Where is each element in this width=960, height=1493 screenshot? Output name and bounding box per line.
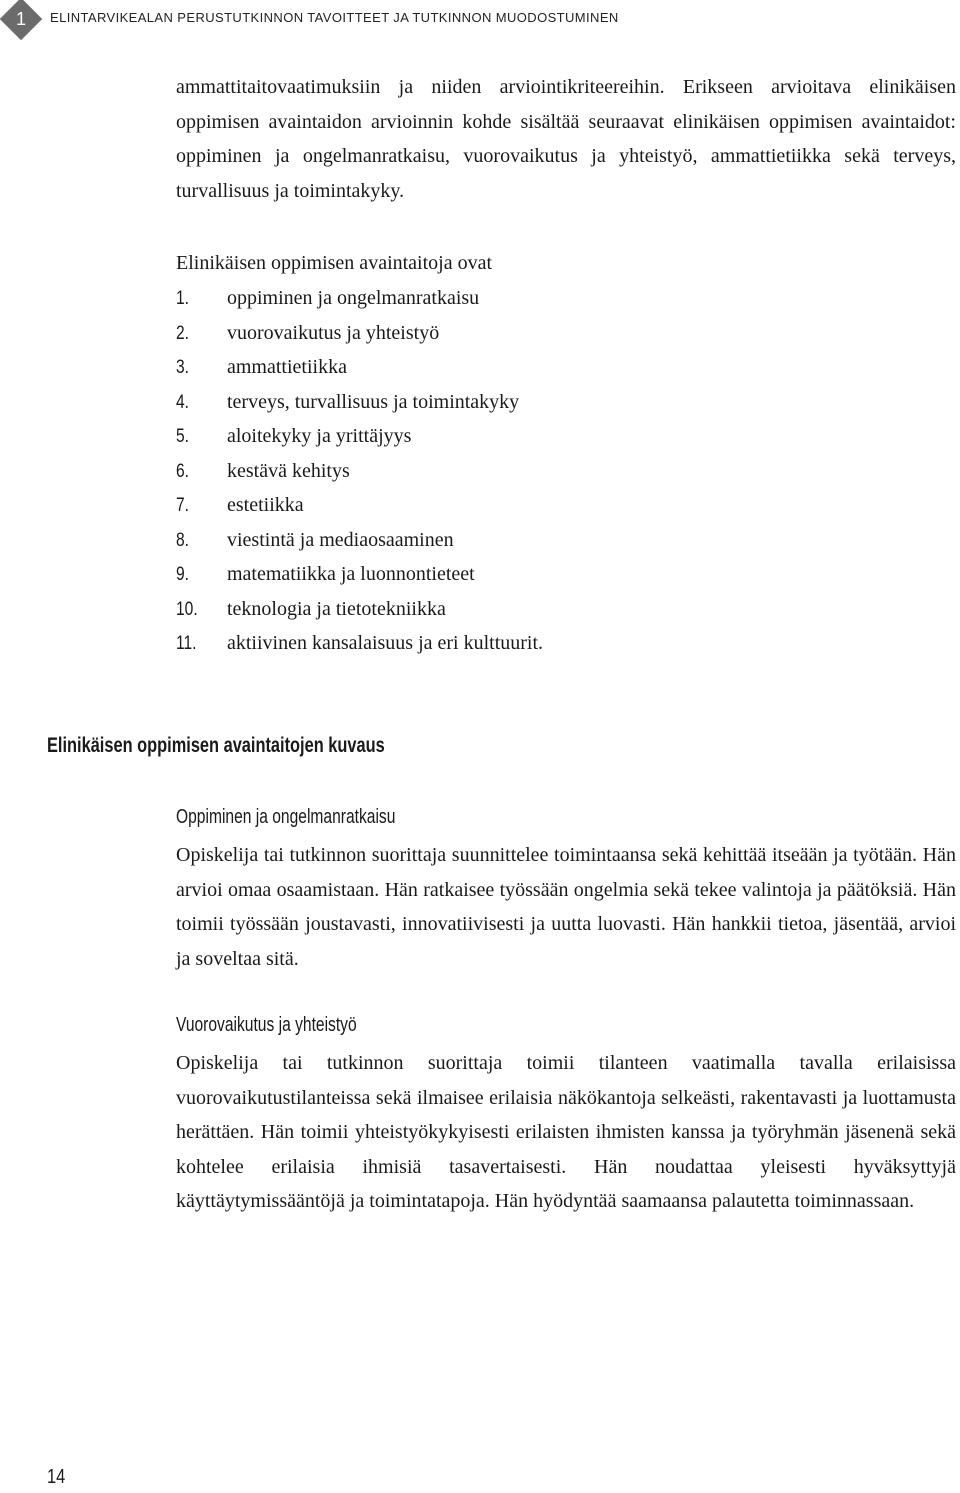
list-item-text: terveys, turvallisuus ja toimintakyky	[227, 390, 520, 413]
intro-block	[176, 70, 956, 208]
subsection-body: Opiskelija tai tutkinnon suorittaja suunnittelee toimintaansa sekä kehittää itseään ja työtään. Hän arvioi omaa osaamistaan. Hän ratkaisee työssään ongelmia sekä tekee valintoja ja päätöksiä. Hän toimii työssään joustavasti, innovatiivisesti ja uutta luovasti. Hän hankkii tietoa, jäsentää, arvioi ja soveltaa sitä.	[176, 844, 956, 970]
list-item-number: 7.	[176, 495, 190, 516]
list-item	[176, 595, 543, 630]
page-header	[0, 0, 960, 40]
list-item-text: oppiminen ja ongelmanratkaisu	[227, 287, 480, 309]
list-item-text: teknologia ja tietotekniikka	[227, 597, 446, 620]
list-item-number: 11.	[176, 633, 197, 654]
list-item	[176, 526, 543, 561]
list-item-number: 6.	[176, 460, 190, 482]
list-item-number: 1.	[176, 288, 190, 309]
list-item-text: estetiikka	[227, 494, 304, 516]
section-heading: Elinikäisen oppimisen avaintaitojen kuvaus	[47, 734, 385, 757]
list-item	[176, 422, 543, 457]
list-intro: Elinikäisen oppimisen avaintaitoja ovat	[176, 252, 493, 274]
list-item-number: 8.	[176, 529, 190, 551]
subsection-learning	[176, 802, 956, 976]
chapter-number: 1	[15, 9, 26, 29]
list-item	[176, 319, 543, 354]
list-item-text: viestintä ja mediaosaaminen	[227, 528, 454, 551]
subsection-body: Opiskelija tai tutkinnon suorittaja toimii tilanteen vaatimalla tavalla erilaisissa vuorovaikutustilanteissa sekä ilmaisee erilaisia näkökantoja selkeästi, rakentavasti ja luottamusta herättäen. Hän toimii yhteistyökykyisesti erilaisten ihmisten kanssa ja työryhmän jäsenenä sekä kohtelee erilaisia ihmisiä tasavertaisesti. Hän noudattaa yleisesti hyväksyttyjä käyttäytymissääntöjä ja toimintatapoja. Hän hyödyntää saamaansa palautetta toiminnassaan.	[176, 1052, 956, 1212]
list-item	[176, 353, 543, 388]
list-item-text: aktiivinen kansalaisuus ja eri kulttuurit.	[227, 632, 544, 654]
list-item-text: ammattietiikka	[227, 356, 347, 378]
list-item	[176, 388, 543, 423]
list-item	[176, 491, 543, 526]
list-item-text: matematiikka ja luonnontieteet	[227, 563, 475, 585]
header-title: ELINTARVIKEALAN PERUSTUTKINNON TAVOITTEET JA TUTKINNON MUODOSTUMINEN	[50, 10, 619, 25]
subsection-heading: Oppiminen ja ongelmanratkaisu	[176, 806, 396, 828]
key-skills-list	[176, 284, 543, 664]
list-item-number: 9.	[176, 564, 190, 585]
page-number: 14	[47, 1466, 66, 1488]
list-item-number: 4.	[176, 391, 190, 413]
list-item-text: vuorovaikutus ja yhteistyö	[227, 321, 440, 344]
list-item-number: 10.	[176, 598, 198, 620]
list-item-number: 3.	[176, 357, 190, 378]
list-item	[176, 284, 543, 319]
list-item	[176, 560, 543, 595]
list-item	[176, 457, 543, 492]
list-item	[176, 629, 543, 664]
list-item-text: aloitekyky ja yrittäjyys	[227, 425, 412, 447]
list-item-number: 5.	[176, 426, 190, 447]
list-item-text: kestävä kehitys	[227, 459, 350, 482]
subsection-interaction	[176, 1010, 956, 1219]
list-item-number: 2.	[176, 322, 190, 344]
subsection-heading: Vuorovaikutus ja yhteistyö	[176, 1014, 357, 1036]
intro-paragraph: ammattitaitovaatimuksiin ja niiden arviointikriteereihin. Erikseen arvioitava elinikäisen oppimisen avaintaidon arvioinnin kohde sisältää seuraavat elinikäisen oppimisen avaintaidot: oppiminen ja ongelmanratkaisu, vuorovaikutus ja yhteistyö, ammattietiikka sekä terveys, turvallisuus ja toimintakyky.	[176, 76, 956, 202]
